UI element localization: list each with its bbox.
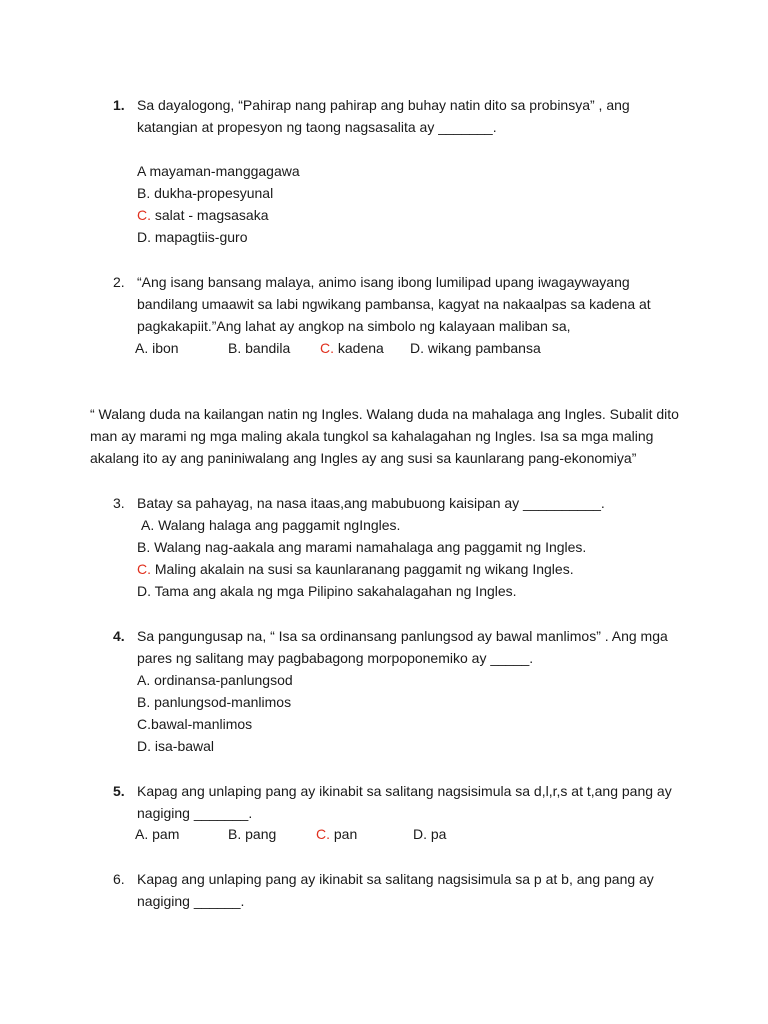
q4-number: 4.: [113, 628, 125, 644]
passage-line1: “ Walang duda na kailangan natin ng Ingles. Walang duda na mahalaga ang Ingles. Subalit dito: [90, 406, 679, 422]
q6-number: 6.: [113, 871, 125, 887]
q2-choice-d: D. wikang pambansa: [410, 340, 541, 356]
q5-choice-d: D. pa: [413, 826, 447, 842]
q1-choice-d: D. mapagtiis-guro: [137, 229, 248, 245]
q2-text-line1: “Ang isang bansang malaya, animo isang ibong lumilipad upang iwagaywayang: [137, 274, 630, 290]
q3-choice-a: A. Walang halaga ang paggamit ngIngles.: [141, 517, 401, 533]
q3-number: 3.: [113, 495, 125, 511]
q1-choice-b: B. dukha-propesyunal: [137, 185, 274, 201]
q2-text-line2: bandilang umaawit sa labi ngwikang pambansa, kagyat na nakaalpas sa kadena at: [137, 296, 651, 312]
passage-line2: man ay marami ng mga maling akala tungkol sa kahalagahan ng Ingles. Isa sa mga maling: [90, 428, 654, 444]
q2-choice-c: [320, 339, 384, 357]
q3-text-line1: Batay sa pahayag, na nasa itaas,ang mabubuong kaisipan ay __________.: [137, 495, 605, 511]
q5-choice-a: A. pam: [135, 826, 180, 842]
q5-number: 5.: [113, 783, 125, 799]
q3-answer-letter: C.: [137, 561, 151, 577]
q1-answer-letter: C.: [137, 207, 151, 223]
q2-choice-b: B. bandila: [228, 340, 291, 356]
q1-number: 1.: [113, 97, 125, 113]
q3-choice-b: B. Walang nag-aakala ang marami namahalaga ang paggamit ng Ingles.: [137, 539, 587, 555]
q1-choice-a: A mayaman-manggagawa: [137, 163, 300, 179]
q5-text-line2: nagiging _______.: [137, 805, 253, 821]
q1-text-line1: Sa dayalogong, “Pahirap nang pahirap ang buhay natin dito sa probinsya” , ang: [137, 97, 630, 113]
q5-choice-c-text: pan: [330, 826, 358, 842]
q1-choice-c: [137, 206, 269, 224]
q2-answer-letter: C.: [320, 340, 334, 356]
q2-number: 2.: [113, 274, 125, 290]
q6-text-line1: Kapag ang unlaping pang ay ikinabit sa salitang nagsisimula sa p at b, ang pang ay: [137, 871, 654, 887]
q5-text-line1: Kapag ang unlaping pang ay ikinabit sa salitang nagsisimula sa d,l,r,s at t,ang pang ay: [137, 783, 672, 799]
q5-answer-letter: C.: [316, 826, 330, 842]
q2-choice-c-text: kadena: [334, 340, 384, 356]
q5-choice-c: [316, 825, 357, 843]
q4-choice-c: C.bawal-manlimos: [137, 716, 253, 732]
q2-choice-a: A. ibon: [135, 340, 179, 356]
q4-text-line1: Sa pangungusap na, “ Isa sa ordinansang panlungsod ay bawal manlimos” . Ang mga: [137, 628, 668, 644]
q4-choice-a: A. ordinansa-panlungsod: [137, 672, 293, 688]
q3-choice-c-text: Maling akalain na susi sa kaunlaranang paggamit ng wikang Ingles.: [151, 561, 574, 577]
q3-choice-d: D. Tama ang akala ng mga Pilipino sakahalagahan ng Ingles.: [137, 583, 517, 599]
q3-choice-c: [137, 560, 574, 578]
q1-choice-c-text: salat - magsasaka: [151, 207, 269, 223]
passage-line3: akalang ito ay ang paniniwalang ang Ingles ay ang susi sa kaunlarang pang-ekonomiya”: [90, 450, 637, 466]
q4-text-line2: pares ng salitang may pagbabagong morpoponemiko ay _____.: [137, 650, 534, 666]
q6-text-line2: nagiging ______.: [137, 893, 245, 909]
q4-choice-b: B. panlungsod-manlimos: [137, 694, 292, 710]
q1-text-line2: katangian at propesyon ng taong nagsasalita ay _______.: [137, 119, 497, 135]
q4-choice-d: D. isa-bawal: [137, 738, 215, 754]
q2-text-line3: pagkakapiit.”Ang lahat ay angkop na simbolo ng kalayaan maliban sa,: [137, 318, 571, 334]
q5-choice-b: B. pang: [228, 826, 277, 842]
